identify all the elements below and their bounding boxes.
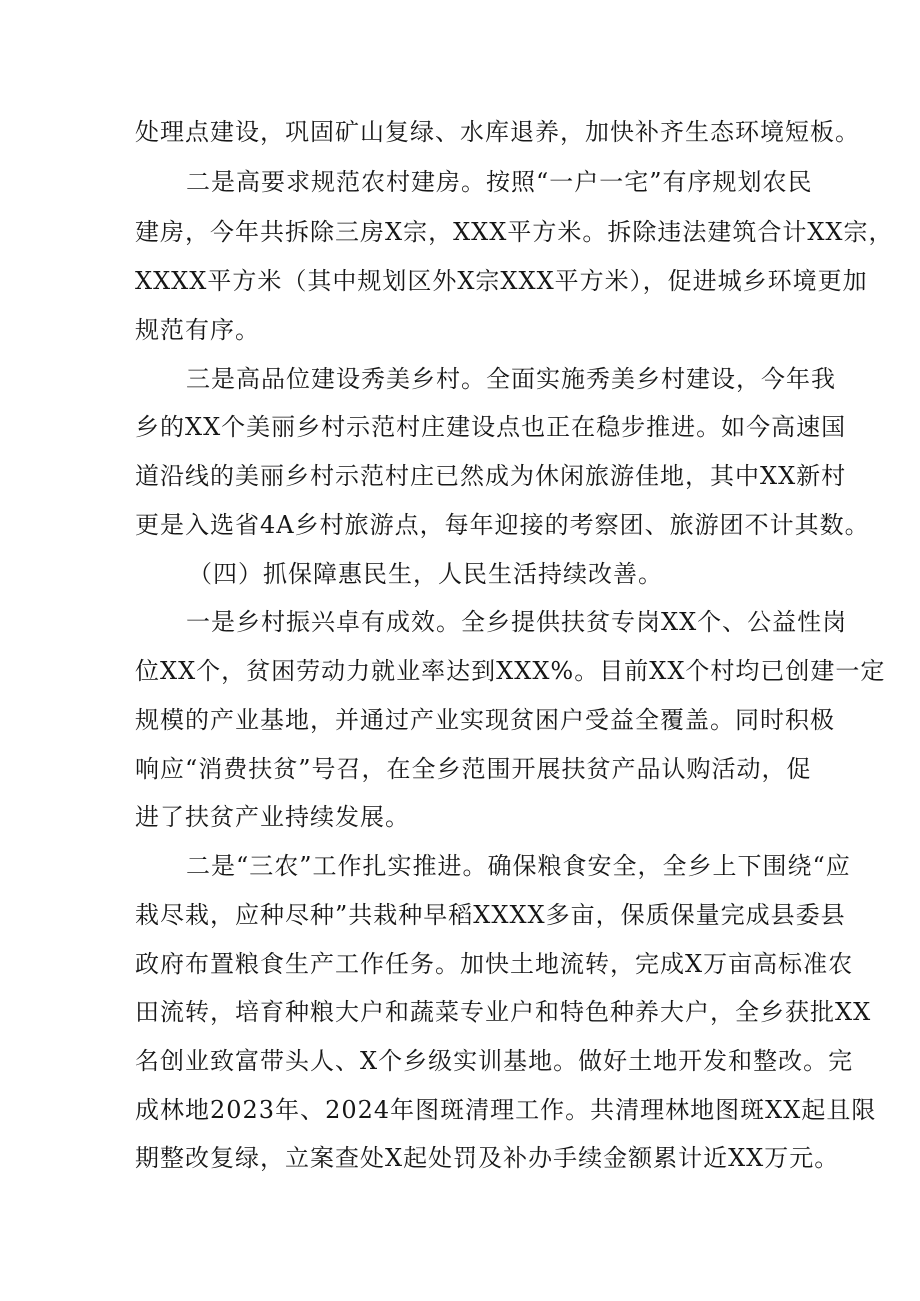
paragraph-line: 规模的产业基地，并通过产业实现贫困户受益全覆盖。同时积极 [135, 706, 835, 734]
paragraph-line: XXXX平方米（其中规划区外X宗XXX平方米），促进城乡环境更加 [135, 267, 868, 295]
section-heading: （四）抓保障惠民生，人民生活持续改善。 [188, 560, 663, 588]
paragraph-line: 名创业致富带头人、X个乡级实训基地。做好土地开发和整改。完 [135, 1047, 854, 1075]
paragraph-line: 田流转，培育种粮大户和蔬菜专业户和特色种养大户，全乡获批XX [135, 998, 872, 1026]
paragraph-line: 进了扶贫产业持续发展。 [135, 803, 410, 831]
paragraph-line: 建房，今年共拆除三房X宗，XXX平方米。拆除违法建筑合计XX宗， [135, 218, 894, 246]
paragraph-line: 成林地2023年、2024年图斑清理工作。共清理林地图斑XX起且限 [135, 1096, 877, 1124]
paragraph-line: 位XX个，贫困劳动力就业率达到XXX%。目前XX个村均已创建一定 [135, 657, 886, 685]
paragraph-line: 乡的XX个美丽乡村示范村庄建设点也正在稳步推进。如今高速国 [135, 413, 847, 441]
paragraph-line: 规范有序。 [135, 316, 260, 344]
paragraph-line: 二是“三农”工作扎实推进。确保粮食安全，全乡上下围绕“应 [186, 852, 851, 880]
paragraph-line: 处理点建设，巩固矿山复绿、水库退养，加快补齐生态环境短板。 [135, 118, 860, 146]
paragraph-line: 政府布置粮食生产工作任务。加快土地流转，完成X万亩高标准农 [135, 950, 854, 978]
paragraph-line: 一是乡村振兴卓有成效。全乡提供扶贫专岗XX个、公益性岗 [186, 608, 848, 636]
paragraph-line: 期整改复绿，立案查处X起处罚及补办手续金额累计近XX万元。 [135, 1144, 840, 1172]
paragraph-line: 更是入选省4A乡村旅游点，每年迎接的考察团、旅游团不计其数。 [135, 511, 870, 539]
paragraph-line: 道沿线的美丽乡村示范村庄已然成为休闲旅游佳地，其中XX新村 [135, 462, 847, 490]
paragraph-line: 响应“消费扶贫”号召，在全乡范围开展扶贫产品认购活动，促 [135, 755, 812, 783]
paragraph-line: 三是高品位建设秀美乡村。全面实施秀美乡村建设，今年我 [186, 365, 836, 393]
paragraph-line: 栽尽栽，应种尽种”共栽种早稻XXXX多亩，保质保量完成县委县 [135, 901, 846, 929]
paragraph-line: 二是高要求规范农村建房。按照“一户一宅”有序规划农民 [186, 168, 813, 196]
